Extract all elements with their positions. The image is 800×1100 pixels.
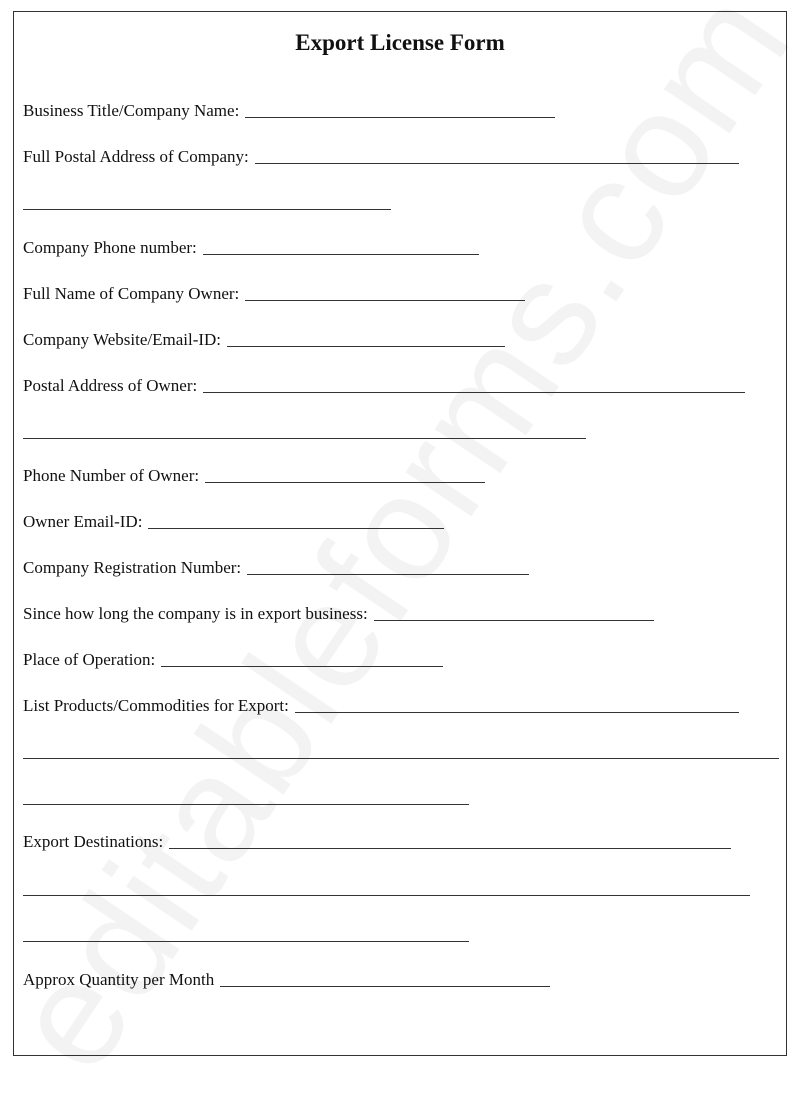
owner-phone-row <box>23 464 485 486</box>
place-of-operation-label: Place of Operation: <box>23 650 156 669</box>
export-destinations-label: Export Destinations: <box>23 832 164 851</box>
company-phone-input[interactable] <box>203 253 479 255</box>
company-phone-label: Company Phone number: <box>23 238 197 257</box>
place-of-operation-input[interactable] <box>161 665 443 667</box>
registration-number-label: Company Registration Number: <box>23 558 242 577</box>
form-title: Export License Form <box>295 30 505 55</box>
company-address-input[interactable] <box>255 162 739 164</box>
company-phone-row <box>23 236 479 258</box>
owner-name-label: Full Name of Company Owner: <box>23 284 240 303</box>
owner-name-row <box>23 282 525 304</box>
company-website-row <box>23 328 505 350</box>
approx-quantity-input[interactable] <box>220 985 550 987</box>
export-duration-input[interactable] <box>374 619 654 621</box>
products-input-line-3[interactable] <box>23 804 469 805</box>
business-title-input[interactable] <box>245 116 555 118</box>
registration-number-row <box>23 556 529 578</box>
export-destinations-input-line-2[interactable] <box>23 895 750 896</box>
export-destinations-row <box>23 830 731 852</box>
company-address-row <box>23 145 739 167</box>
business-title-label: Business Title/Company Name: <box>23 101 240 120</box>
export-destinations-input-line-3[interactable] <box>23 941 469 942</box>
owner-phone-label: Phone Number of Owner: <box>23 466 200 485</box>
export-duration-label: Since how long the company is in export business: <box>23 604 368 623</box>
export-destinations-input[interactable] <box>169 847 731 849</box>
registration-number-input[interactable] <box>247 573 529 575</box>
owner-address-row <box>23 374 745 396</box>
place-of-operation-row <box>23 648 443 670</box>
products-row <box>23 694 739 716</box>
company-website-label: Company Website/Email-ID: <box>23 330 222 349</box>
page-border <box>13 11 787 1056</box>
company-address-label: Full Postal Address of Company: <box>23 147 249 166</box>
company-address-input-line-2[interactable] <box>23 209 391 210</box>
owner-address-input-line-2[interactable] <box>23 438 586 439</box>
owner-email-label: Owner Email-ID: <box>23 512 143 531</box>
owner-email-input[interactable] <box>148 527 444 529</box>
owner-phone-input[interactable] <box>205 481 485 483</box>
company-website-input[interactable] <box>227 345 505 347</box>
owner-email-row <box>23 510 444 532</box>
owner-address-input[interactable] <box>203 391 745 393</box>
business-title-row <box>23 99 555 121</box>
approx-quantity-row <box>23 968 550 990</box>
approx-quantity-label: Approx Quantity per Month <box>23 970 215 989</box>
products-label: List Products/Commodities for Export: <box>23 696 289 715</box>
owner-name-input[interactable] <box>245 299 525 301</box>
products-input[interactable] <box>295 711 739 713</box>
owner-address-label: Postal Address of Owner: <box>23 376 198 395</box>
products-input-line-2[interactable] <box>23 758 779 759</box>
export-duration-row <box>23 602 654 624</box>
